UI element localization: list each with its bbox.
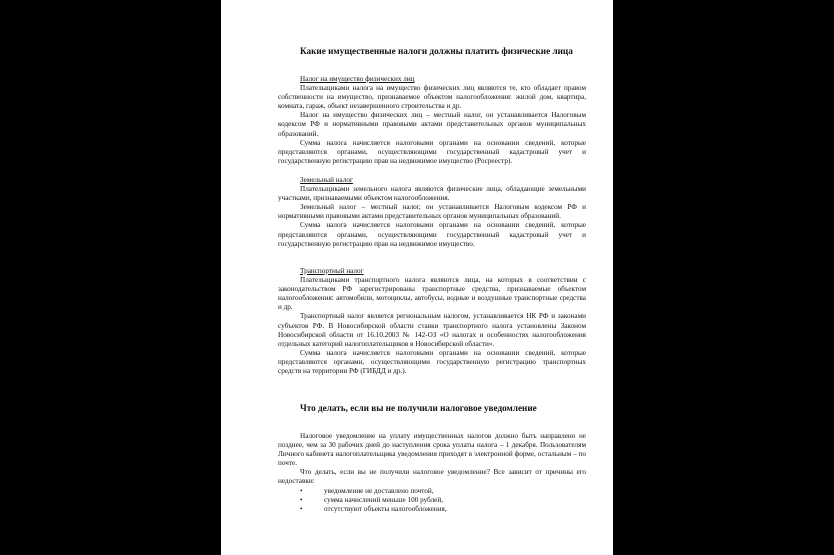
section-transport-tax bbox=[278, 267, 586, 376]
section-no-notice bbox=[278, 432, 586, 514]
paragraph: Сумма налога начисляется налоговыми органами на основании сведений, которые представляются органами, осуществляющими государственную регистрацию транспортных средств на территории РФ (ГИБДД и др.). bbox=[278, 348, 586, 376]
paragraph: Плательщиками налога на имущество физических лиц являются те, кто обладает правом собственности на имущество, признаваемое объектом налогообложения: жилой дом, квартира, комната, гараж, объект незавершенного строительства и др. bbox=[278, 84, 586, 111]
paragraph: Плательщиками земельного налога являются физические лица, обладающие земельными участками, признаваемыми объектом налогообложения. bbox=[278, 185, 586, 203]
bullet: • bbox=[300, 486, 303, 495]
section-property-tax bbox=[278, 75, 586, 166]
list-item-text: сумма начислений меньше 100 рублей, bbox=[324, 495, 443, 504]
paragraph: Сумма налога начисляется налоговыми органами на основании сведений, которые представляются органами, осуществляющими государственный кадастровый учет и государственную регистрацию прав на недвижимое имущество (Росреестр). bbox=[278, 138, 586, 165]
section-heading: Налог на имущество физических лиц bbox=[300, 75, 415, 83]
list-item-text: уведомление не доставлено почтой, bbox=[324, 486, 434, 495]
document-page bbox=[221, 0, 613, 555]
paragraph: Транспортный налог является региональным налогом, устанавливается НК РФ и законами субъектов РФ. В Новосибирской области ставки транспортного налога установлены Законом Новосибирской области от 16.10.2003 № 142-ОЗ «О налогах и особенностях налогообложения отдельных категорий налогоплательщиков в Новосибирской области». bbox=[278, 312, 586, 348]
section-title-no-notice: Что делать, если вы не получили налоговое уведомление bbox=[300, 403, 537, 413]
paragraph: Плательщиками транспортного налога являются лица, на которых в соответствии с законодательством РФ зарегистрированы транспортные средства, признаваемые объектом налогообложения: автомобили, мотоциклы, автобусы, водные и воздушные транспортные средства и др. bbox=[278, 276, 586, 312]
list-item bbox=[278, 505, 586, 514]
section-land-tax bbox=[278, 176, 586, 249]
section-heading: Транспортный налог bbox=[300, 267, 364, 275]
bullet: • bbox=[300, 504, 303, 513]
section-heading: Земельный налог bbox=[300, 176, 353, 184]
list-item bbox=[278, 487, 586, 496]
paragraph: Сумма налога начисляется налоговыми органами на основании сведений, которые представляются органами, осуществляющими государственный кадастровый учет и государственную регистрацию прав на недвижимое имущество. bbox=[278, 221, 586, 248]
bullet: • bbox=[300, 495, 303, 504]
paragraph: Что делать, если вы не получили налоговое уведомление? Все зависит от причины его недоставки: bbox=[278, 468, 586, 486]
page-title: Какие имущественные налоги должны платить физические лица bbox=[300, 46, 573, 56]
list-item-text: отсутствуют объекты налогообложения, bbox=[324, 504, 447, 513]
list-item bbox=[278, 496, 586, 505]
paragraph: Земельный налог – местный налог, он устанавливается Налоговым кодексом РФ и нормативными правовыми актами представительных органов муниципальных образований. bbox=[278, 203, 586, 221]
reasons-list bbox=[278, 487, 586, 514]
paragraph: Налоговое уведомление на уплату имущественных налогов должно быть направлено не позднее, чем за 30 рабочих дней до наступления срока уплаты налога – 1 декабря. Пользователям Личного кабинета налогоплательщика уведомления приходят в электронной форме, остальным – по почте. bbox=[278, 432, 586, 468]
paragraph: Налог на имущество физических лиц – местный налог, он устанавливается Налоговым кодексом РФ и нормативными правовыми актами представительных органов муниципальных образований. bbox=[278, 111, 586, 138]
